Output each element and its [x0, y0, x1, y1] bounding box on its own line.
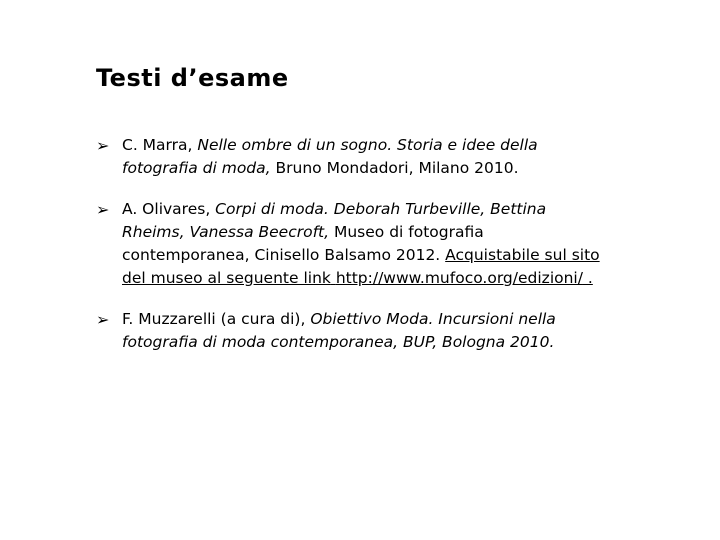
arrow-bullet-icon: ➢	[96, 310, 110, 329]
arrow-bullet-icon: ➢	[96, 136, 110, 155]
link-trail[interactable]: .	[582, 269, 593, 287]
list-item-olivares	[96, 198, 606, 290]
book-title: Obiettivo Moda. Incursioni nella fotografia di moda contemporanea, BUP, Bologna 2010.	[122, 310, 556, 351]
museum-url-link[interactable]: http://www.mufoco.org/edizioni/	[335, 269, 583, 287]
list-item-marra	[96, 134, 606, 180]
arrow-bullet-icon: ➢	[96, 200, 110, 219]
book-title: Corpi di moda. Deborah Turbeville, Bettina Rheims, Vanessa Beecroft,	[122, 200, 547, 241]
author-text: A. Olivares,	[122, 200, 216, 218]
list-item-muzzarelli	[96, 308, 606, 354]
author-text: F. Muzzarelli (a cura di),	[122, 310, 311, 328]
reading-list	[96, 134, 606, 372]
publisher-text: Bruno Mondadori, Milano 2010.	[270, 159, 519, 177]
purchase-link[interactable]: Acquistabile sul sito del museo al seguente link	[122, 246, 600, 287]
author-text: C. Marra,	[122, 136, 198, 154]
publisher-text: Museo di fotografia contemporanea, Cinisello Balsamo 2012.	[122, 223, 484, 264]
slide-title: Testi d’esame	[96, 64, 289, 92]
book-title: Nelle ombre di un sogno. Storia e idee della fotografia di moda,	[122, 136, 538, 177]
